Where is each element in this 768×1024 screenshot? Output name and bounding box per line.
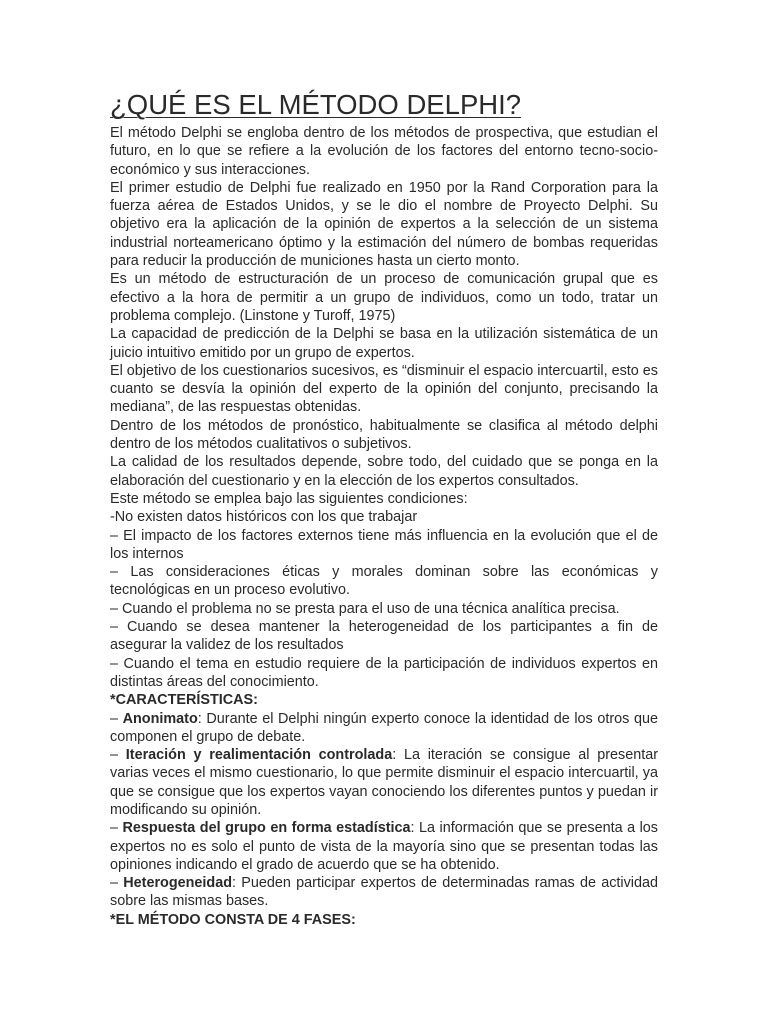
paragraph: Dentro de los métodos de pronóstico, habitualmente se clasifica al método delphi dentro de los métodos cualitativos o subjetivos. xyxy=(110,417,658,453)
section-heading-characteristics: *CARACTERÍSTICAS: xyxy=(110,692,258,709)
item-dash: – xyxy=(110,747,126,764)
condition-item: -No existen datos históricos con los que trabajar xyxy=(110,509,418,526)
paragraph: El método Delphi se engloba dentro de los métodos de prospectiva, que estudian el futuro, en lo que se refiere a la evolución de los factores del entorno tecno-socio-económico y sus interacciones. xyxy=(110,125,658,178)
item-dash: – xyxy=(110,875,124,892)
paragraph: El primer estudio de Delphi fue realizado en 1950 por la Rand Corporation para la fuerza aérea de Estados Unidos, y se le dio el nombre de Proyecto Delphi. Su objetivo era la aplicación de la opinión de expertos a la selección de un sistema industrial norteamericano óptimo y la estimación del número de bombas requeridas para reducir la producción de municiones hasta un cierto monto. xyxy=(110,179,658,270)
item-dash: – xyxy=(110,710,123,727)
condition-item: – El impacto de los factores externos tiene más influencia en la evolución que el de los internos xyxy=(110,527,658,562)
item-term: Anonimato xyxy=(122,710,198,727)
characteristic-item xyxy=(110,746,658,819)
item-text: : La iteración se consigue al presentar varias veces el mismo cuestionario, lo que permite disminuir el espacio intercuartil, ya que se consigue que los expertos vayan conociendo los diferentes puntos y puedan ir modificando su opinión. xyxy=(110,747,658,818)
item-text: : Durante el Delphi ningún experto conoce la identidad de los otros que componen el grupo de debate. xyxy=(110,710,658,745)
section-heading-phases: *EL MÉTODO CONSTA DE 4 FASES: xyxy=(110,911,356,928)
item-term: Respuesta del grupo en forma estadística xyxy=(122,820,411,837)
condition-item: – Las consideraciones éticas y morales dominan sobre las económicas y tecnológicas en un proceso evolutivo. xyxy=(110,564,658,599)
condition-item: – Cuando se desea mantener la heterogeneidad de los participantes a fin de asegurar la validez de los resultados xyxy=(110,619,658,654)
item-text: : Pueden participar expertos de determinadas ramas de actividad sobre las mismas bases. xyxy=(110,875,658,910)
item-term: Heterogeneidad xyxy=(123,875,233,892)
page-title: ¿QUÉ ES EL MÉTODO DELPHI? xyxy=(110,89,522,120)
paragraph: Este método se emplea bajo las siguientes condiciones: xyxy=(110,490,468,507)
item-term: Iteración y realimentación controlada xyxy=(125,747,393,764)
paragraph: La capacidad de predicción de la Delphi se basa en la utilización sistemática de un juicio intuitivo emitido por un grupo de expertos. xyxy=(110,326,658,361)
item-dash: – xyxy=(110,820,123,837)
characteristic-item xyxy=(110,819,658,874)
condition-item: – Cuando el tema en estudio requiere de la participación de individuos expertos en distintas áreas del conocimiento. xyxy=(110,655,658,690)
condition-item: – Cuando el problema no se presta para el uso de una técnica analítica precisa. xyxy=(110,600,620,617)
characteristic-item xyxy=(110,874,658,911)
paragraph: El objetivo de los cuestionarios sucesivos, es “disminuir el espacio intercuartil, esto es cuanto se desvía la opinión del experto de la opinión del conjunto, precisando la mediana”, de las respuestas obtenidas. xyxy=(110,362,658,416)
paragraph: Es un método de estructuración de un proceso de comunicación grupal que es efectivo a la hora de permitir a un grupo de individuos, como un todo, tratar un problema complejo. (Linstone y Turoff, 1975) xyxy=(110,271,658,324)
document-body xyxy=(110,88,658,929)
characteristic-item xyxy=(110,710,658,747)
item-text: : La información que se presenta a los expertos no es solo el punto de vista de la mayoría sino que se presentan todas las opiniones indicando el grado de acuerdo que se ha obtenido. xyxy=(110,820,658,873)
paragraph: La calidad de los resultados depende, sobre todo, del cuidado que se ponga en la elaboración del cuestionario y en la elección de los expertos consultados. xyxy=(110,454,658,489)
